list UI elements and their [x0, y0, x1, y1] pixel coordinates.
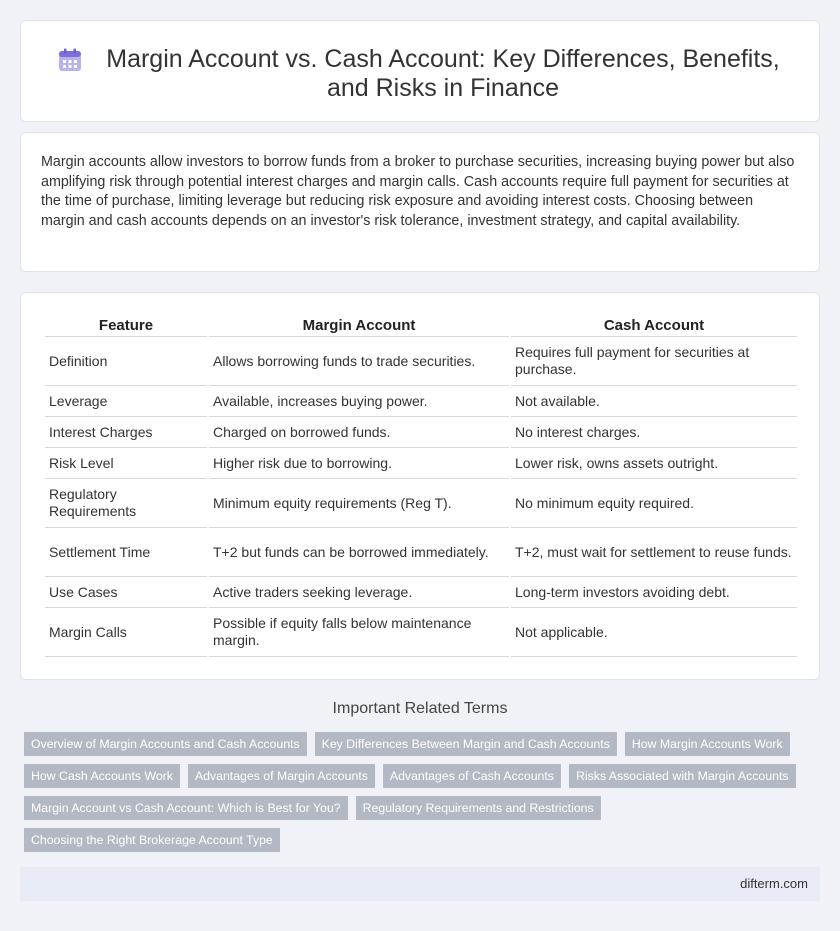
header-cash-account: Cash Account — [511, 315, 797, 337]
row-margin-value: Allows borrowing funds to trade securities. — [209, 337, 509, 386]
intro-card — [20, 132, 820, 272]
related-term-link[interactable]: Overview of Margin Accounts and Cash Accounts — [24, 732, 307, 756]
related-term-link[interactable]: How Cash Accounts Work — [24, 764, 180, 788]
row-cash-value: Long-term investors avoiding debt. — [511, 577, 797, 608]
footer — [20, 867, 820, 901]
related-term-link[interactable]: Advantages of Margin Accounts — [188, 764, 375, 788]
header-margin-account: Margin Account — [209, 315, 509, 337]
row-margin-value: T+2 but funds can be borrowed immediately. — [209, 528, 509, 577]
table-row — [45, 608, 797, 657]
row-cash-value: Requires full payment for securities at purchase. — [511, 337, 797, 386]
page-title: Margin Account vs. Cash Account: Key Differences, Benefits, and Risks in Finance — [106, 45, 780, 102]
related-term-link[interactable]: Regulatory Requirements and Restrictions — [356, 796, 601, 820]
table-row — [45, 386, 797, 417]
row-feature: Risk Level — [45, 448, 207, 479]
row-margin-value: Minimum equity requirements (Reg T). — [209, 479, 509, 528]
row-feature: Margin Calls — [45, 608, 207, 657]
comparison-table-card — [20, 292, 820, 680]
row-cash-value: No interest charges. — [511, 417, 797, 448]
row-feature: Use Cases — [45, 577, 207, 608]
row-cash-value: Not applicable. — [511, 608, 797, 657]
related-term-link[interactable]: Advantages of Cash Accounts — [383, 764, 561, 788]
row-feature: Definition — [45, 337, 207, 386]
row-margin-value: Possible if equity falls below maintenance margin. — [209, 608, 509, 657]
row-margin-value: Available, increases buying power. — [209, 386, 509, 417]
table-row — [45, 417, 797, 448]
footer-site-link[interactable]: difterm.com — [740, 876, 808, 891]
related-term-link[interactable]: How Margin Accounts Work — [625, 732, 790, 756]
row-feature: Regulatory Requirements — [45, 479, 207, 528]
table-row — [45, 528, 797, 577]
header-feature: Feature — [45, 315, 207, 337]
header-card — [20, 20, 820, 122]
intro-paragraph: Margin accounts allow investors to borrow funds from a broker to purchase securities, increasing buying power but also amplifying risk through potential interest charges and margin calls. Cash accounts require full payment for securities at the time of purchase, limiting leverage but reducing risk exposure and avoiding interest costs. Choosing between margin and cash accounts depends on an investor's risk tolerance, investment strategy, and capital availability. — [41, 154, 795, 229]
table-row — [45, 479, 797, 528]
table-row — [45, 448, 797, 479]
related-terms-heading: Important Related Terms — [332, 700, 508, 717]
row-feature: Settlement Time — [45, 528, 207, 577]
table-header-row — [45, 315, 797, 337]
row-feature: Leverage — [45, 386, 207, 417]
related-term-link[interactable]: Key Differences Between Margin and Cash Accounts — [315, 732, 617, 756]
row-cash-value: T+2, must wait for settlement to reuse funds. — [511, 528, 797, 577]
related-term-link[interactable]: Choosing the Right Brokerage Account Type — [24, 828, 280, 852]
header — [57, 45, 799, 103]
related-term-link[interactable]: Risks Associated with Margin Accounts — [569, 764, 796, 788]
comparison-table — [43, 315, 799, 657]
row-margin-value: Active traders seeking leverage. — [209, 577, 509, 608]
calendar-icon — [57, 47, 83, 73]
row-cash-value: Not available. — [511, 386, 797, 417]
row-cash-value: No minimum equity required. — [511, 479, 797, 528]
table-row — [45, 337, 797, 386]
row-margin-value: Higher risk due to borrowing. — [209, 448, 509, 479]
row-feature: Interest Charges — [45, 417, 207, 448]
related-terms-list — [24, 732, 804, 852]
row-cash-value: Lower risk, owns assets outright. — [511, 448, 797, 479]
related-term-link[interactable]: Margin Account vs Cash Account: Which is Best for You? — [24, 796, 348, 820]
row-margin-value: Charged on borrowed funds. — [209, 417, 509, 448]
table-row — [45, 577, 797, 608]
